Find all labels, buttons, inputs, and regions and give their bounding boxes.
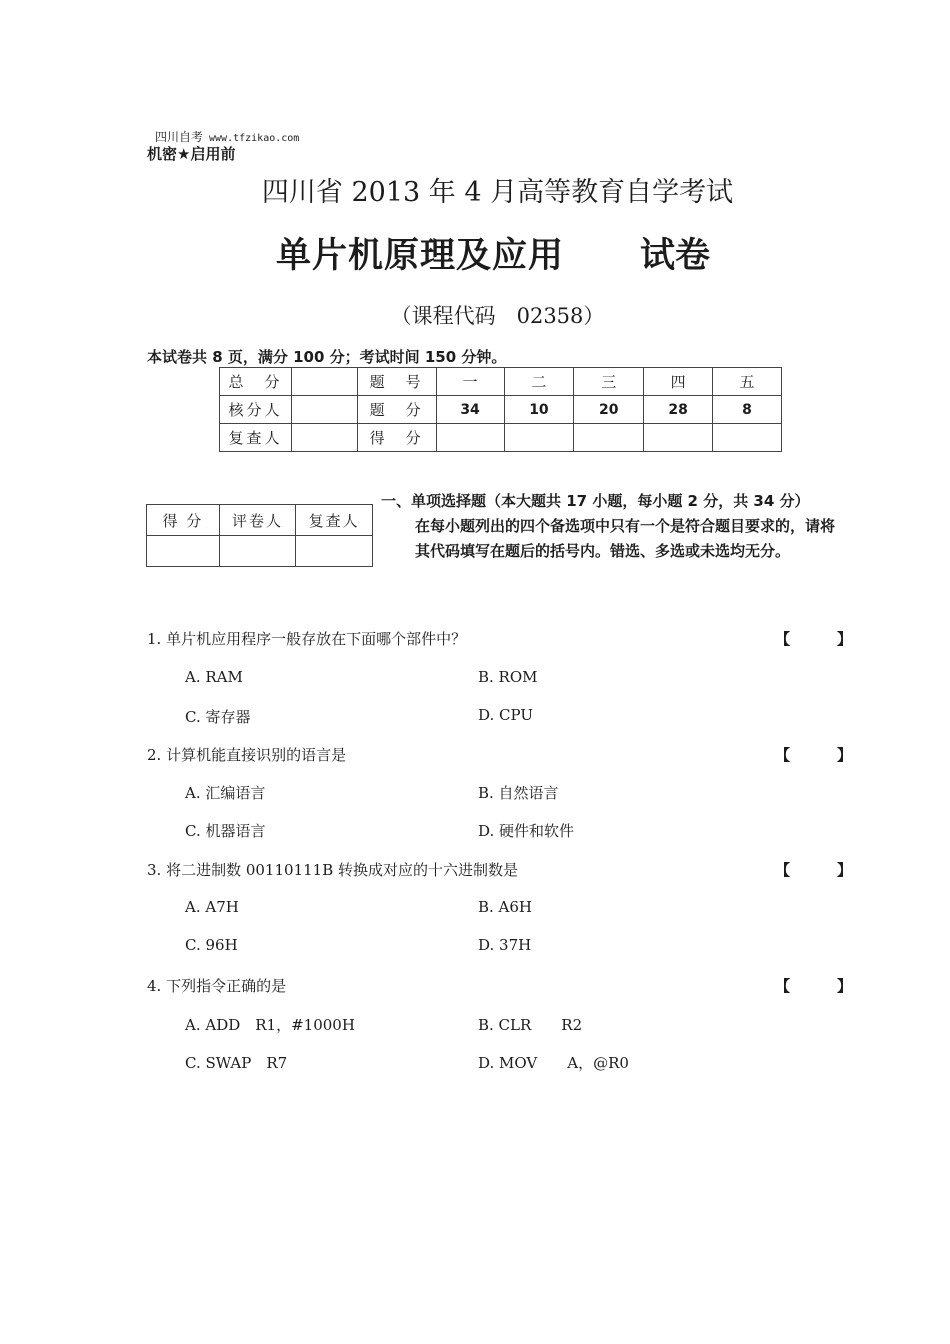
- score-cell[interactable]: [291, 424, 357, 452]
- option-c: C. 机器语言: [185, 822, 266, 840]
- option-b: B. ROM: [478, 668, 538, 686]
- paper-label: 试卷: [640, 236, 711, 276]
- section-heading: 一、单项选择题（本大题共 17 小题，每小题 2 分，共 34 分）: [381, 492, 810, 510]
- score-cell: 34: [436, 396, 504, 424]
- answer-bracket-close: 】: [837, 977, 853, 995]
- grader-box-body: [147, 536, 373, 567]
- secret-mark: 机密★启用前: [147, 145, 236, 163]
- score-cell: 二: [504, 368, 574, 396]
- score-cell[interactable]: [504, 424, 574, 452]
- score-table-row: [220, 396, 782, 424]
- score-cell: 题 分: [357, 396, 436, 424]
- score-cell: 8: [713, 396, 782, 424]
- answer-bracket-open[interactable]: 【: [775, 977, 791, 995]
- score-cell: 核分人: [220, 396, 292, 424]
- option-d: D. MOV A，@R0: [478, 1054, 629, 1072]
- exam-info: 本试卷共 8 页，满分 100 分；考试时间 150 分钟。: [147, 348, 507, 366]
- question-stem: 3. 将二进制数 00110111B 转换成对应的十六进制数是: [147, 861, 518, 879]
- option-b: B. 自然语言: [478, 784, 559, 802]
- option-c: C. 寄存器: [185, 708, 251, 726]
- exam-title: 四川省 2013 年 4 月高等教育自学考试: [261, 177, 734, 208]
- option-d: D. 37H: [478, 936, 532, 954]
- score-cell[interactable]: [436, 424, 504, 452]
- grader-cell[interactable]: [219, 536, 296, 567]
- score-table-row: [220, 424, 782, 452]
- score-cell: 一: [436, 368, 504, 396]
- score-cell: 题 号: [357, 368, 436, 396]
- score-cell: 三: [574, 368, 644, 396]
- option-c: C. 96H: [185, 936, 238, 954]
- score-cell[interactable]: [291, 368, 357, 396]
- option-a: A. 汇编语言: [185, 784, 266, 802]
- subject-title: 单片机原理及应用: [276, 236, 565, 276]
- score-cell: 20: [574, 396, 644, 424]
- option-c: C. SWAP R7: [185, 1054, 288, 1072]
- score-cell[interactable]: [713, 424, 782, 452]
- answer-bracket-open[interactable]: 【: [775, 630, 791, 648]
- option-b: B. CLR R2: [478, 1016, 583, 1034]
- answer-bracket-close: 】: [837, 746, 853, 764]
- answer-bracket-close: 】: [837, 630, 853, 648]
- score-cell[interactable]: [644, 424, 713, 452]
- score-cell: 五: [713, 368, 782, 396]
- score-cell[interactable]: [291, 396, 357, 424]
- question-stem: 4. 下列指令正确的是: [147, 977, 287, 995]
- grader-cell: 复查人: [296, 505, 373, 536]
- answer-bracket-open[interactable]: 【: [775, 861, 791, 879]
- score-cell: 得 分: [357, 424, 436, 452]
- option-b: B. A6H: [478, 898, 533, 916]
- score-table: [219, 367, 782, 452]
- score-cell: 28: [644, 396, 713, 424]
- option-a: A. RAM: [185, 668, 243, 686]
- grader-cell[interactable]: [147, 536, 220, 567]
- grader-box-header: [147, 505, 373, 536]
- option-a: A. A7H: [185, 898, 239, 916]
- option-d: D. 硬件和软件: [478, 822, 575, 840]
- answer-bracket-close: 】: [837, 861, 853, 879]
- grader-box: [146, 504, 373, 567]
- score-cell: 复查人: [220, 424, 292, 452]
- answer-bracket-open[interactable]: 【: [775, 746, 791, 764]
- course-code: （课程代码 02358）: [390, 304, 605, 328]
- question-stem: 2. 计算机能直接识别的语言是: [147, 746, 347, 764]
- question-stem: 1. 单片机应用程序一般存放在下面哪个部件中？: [147, 630, 467, 648]
- option-a: A. ADD R1，#1000H: [185, 1016, 355, 1034]
- section-one: [381, 489, 846, 564]
- option-d: D. CPU: [478, 706, 533, 724]
- score-cell[interactable]: [574, 424, 644, 452]
- grader-cell[interactable]: [296, 536, 373, 567]
- score-table-row: [220, 368, 782, 396]
- section-instructions: 在每小题列出的四个备选项中只有一个是符合题目要求的，请将其代码填写在题后的括号内。错选、多选或未选均无分。: [415, 517, 836, 560]
- grader-cell: 得 分: [147, 505, 220, 536]
- score-cell: 10: [504, 396, 574, 424]
- site-url: www.tfzikao.com: [209, 133, 300, 144]
- site-name: 四川自考: [155, 130, 204, 144]
- score-cell: 四: [644, 368, 713, 396]
- score-cell: 总 分: [220, 368, 292, 396]
- grader-cell: 评卷人: [219, 505, 296, 536]
